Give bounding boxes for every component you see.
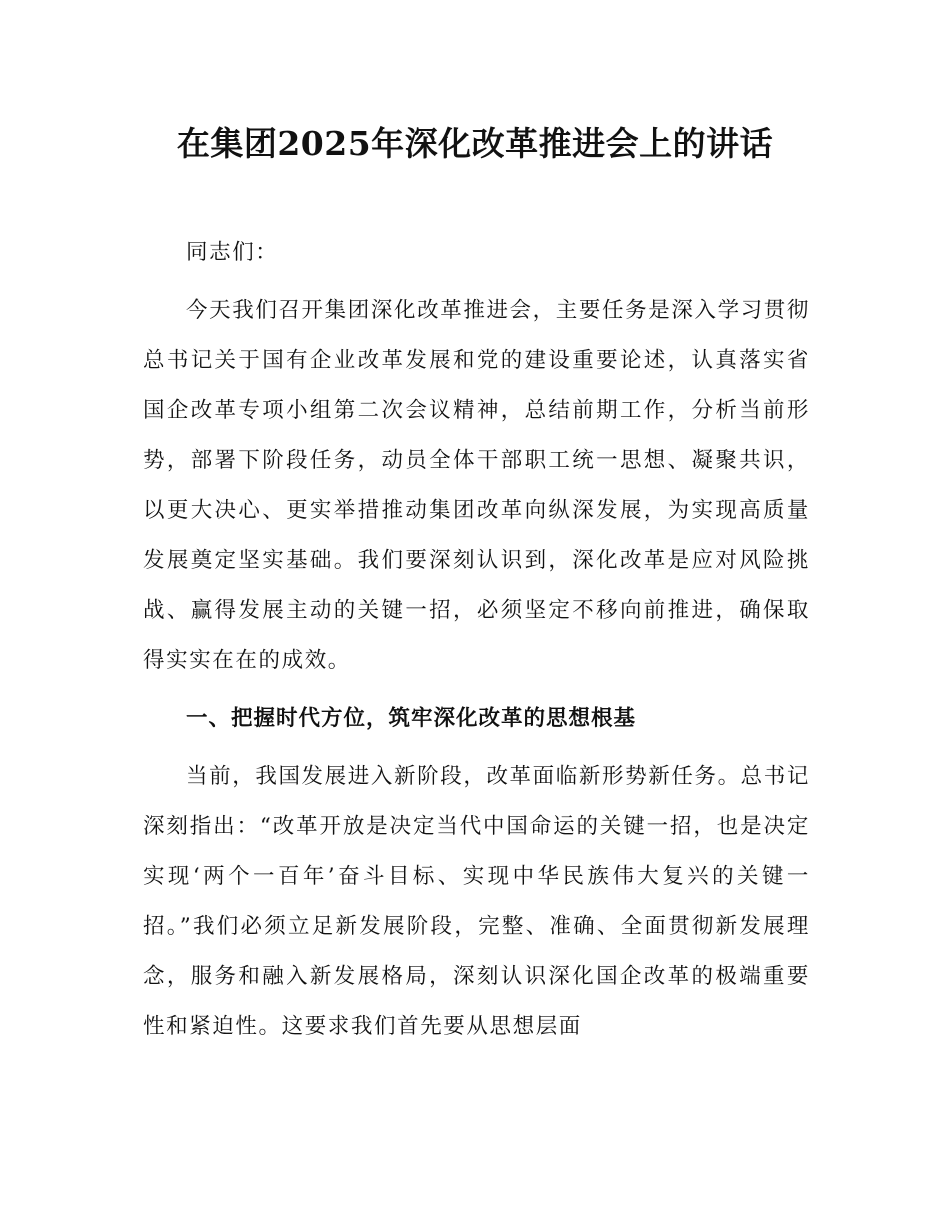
paragraph-section-1: 当前，我国发展进入新阶段，改革面临新形势新任务。总书记深刻指出：“改革开放是决定当代中国命运的关键一招，也是决定实现‘两个一百年’奋斗目标、实现中华民族伟大复兴的关键一招。”我们必须立足新发展阶段，完整、准确、全面贯彻新发展理念，服务和融入新发展格局，深刻认识深化国企改革的极端重要性和紧迫性。这要求我们首先要从思想层面 (143, 764, 810, 1039)
salutation: 同志们： (186, 240, 279, 265)
document-body (143, 228, 810, 1060)
paragraph-opening: 今天我们召开集团深化改革推进会，主要任务是深入学习贯彻总书记关于国有企业改革发展和党的建设重要论述，认真落实省国企改革专项小组第二次会议精神，总结前期工作，分析当前形势，部署下阶段任务，动员全体干部职工统一思想、凝聚共识，以更大决心、更实举措推动集团改革向纵深发展，为实现高质量发展奠定坚实基础。我们要深刻认识到，深化改革是应对风险挑战、赢得发展主动的关键一招，必须坚定不移向前推进，确保取得实实在在的成效。 (143, 298, 810, 673)
section-heading-1: 一、把握时代方位，筑牢深化改革的思想根基 (186, 706, 637, 731)
document-title: 在集团2025年深化改革推进会上的讲话 (176, 124, 774, 163)
